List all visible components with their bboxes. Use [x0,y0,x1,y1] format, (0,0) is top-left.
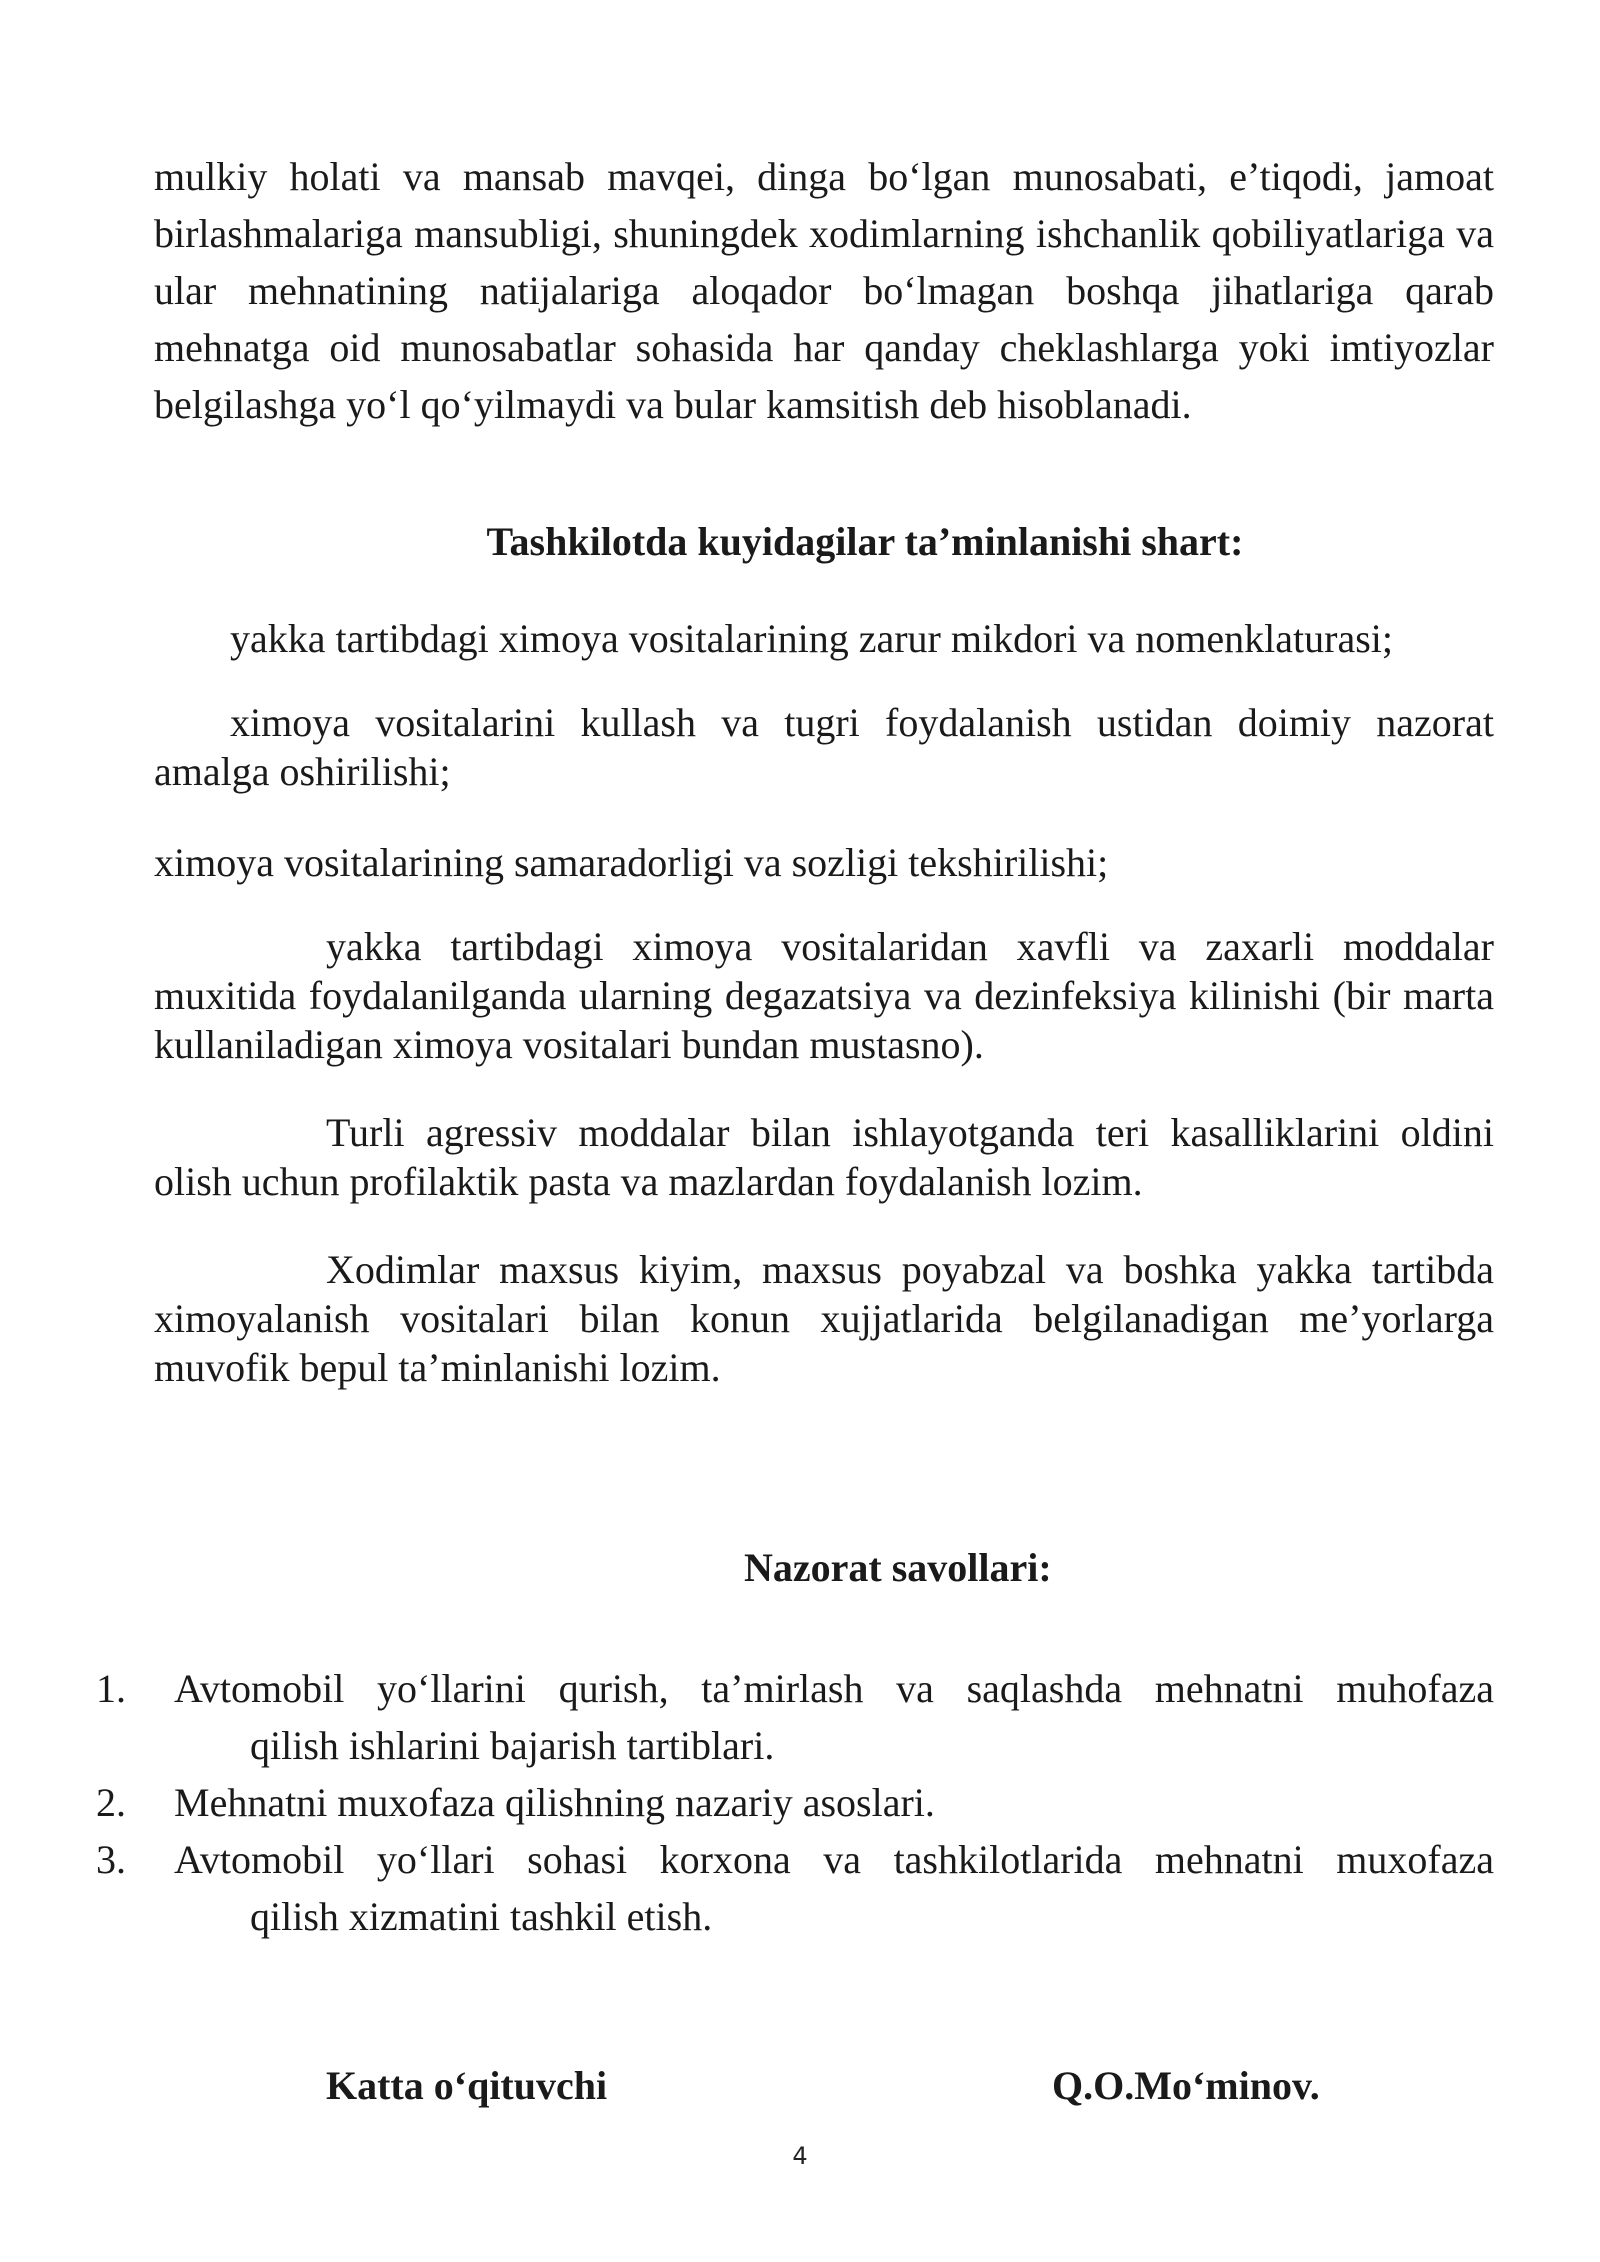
question-text: Avtomobil yo‘llarini qurish, ta’mirlash va saqlashda mehnatni muhofaza [174,1666,1494,1711]
question-text: Mehnatni muxofaza qilishning nazariy asoslari. [174,1780,935,1825]
question-number: 3. [96,1837,126,1882]
question-number: 1. [96,1666,126,1711]
question-item [0,1831,1600,1945]
question-text-continuation: qilish xizmatini tashkil etish. [250,1894,713,1939]
question-item [0,1660,1600,1774]
paragraph-paste: Turli agressiv moddalar bilan ishlayotganda teri kasalliklarini oldini olish uchun profilaktik pasta va mazlardan foydalanish lozim. [154,1110,1494,1204]
questions-list [0,1660,1600,1945]
page-number: 4 [792,2142,808,2170]
signature-name: Q.O.Mo‘minov. [1052,2063,1320,2108]
requirement-item: ximoya vositalarini kullash va tugri foydalanish ustidan doimiy nazorat amalga oshirilishi; [154,700,1494,794]
question-number: 2. [96,1780,126,1825]
intro-paragraph: mulkiy holati va mansab mavqei, dinga bo‘lgan munosabati, e’tiqodi, jamoat birlashmalariga mansubligi, shuningdek xodimlarning ishchanlik qobiliyatlariga va ular mehnatining natijalariga aloqador bo‘lmagan boshqa jihatlariga qarab mehnatga oid munosabatlar sohasida har qanday cheklashlarga yoki imtiyozlar belgilashga yo‘l qo‘yilmaydi va bular kamsitish deb hisoblanadi. [154,154,1494,427]
paragraph-clothing: Xodimlar maxsus kiyim, maxsus poyabzal va boshka yakka tartibda ximoyalanish vositalari bilan konun xujjatlarida belgilanadigan me’yorlarga muvofik bepul ta’minlanishi lozim. [154,1247,1494,1390]
requirement-item: yakka tartibdagi ximoya vositalaridan xavfli va zaxarli moddalar muxitida foydalanilganda ularning degazatsiya va dezinfeksiya kilinishi (bir marta kullaniladigan ximoya vositalari bundan mustasno). [154,924,1494,1067]
question-text: Avtomobil yo‘llari sohasi korxona va tashkilotlarida mehnatni muxofaza [174,1837,1494,1882]
questions-heading: Nazorat savollari: [744,1545,1052,1590]
requirement-item: yakka tartibdagi ximoya vositalarining zarur mikdori va nomenklaturasi; [230,616,1394,661]
question-item [0,1774,1600,1831]
requirement-item: ximoya vositalarining samaradorligi va sozligi tekshirilishi; [154,840,1109,885]
question-text-continuation: qilish ishlarini bajarish tartiblari. [250,1723,775,1768]
section-heading: Tashkilotda kuyidagilar ta’minlanishi shart: [486,519,1244,564]
signature-position: Katta o‘qituvchi [326,2063,608,2108]
